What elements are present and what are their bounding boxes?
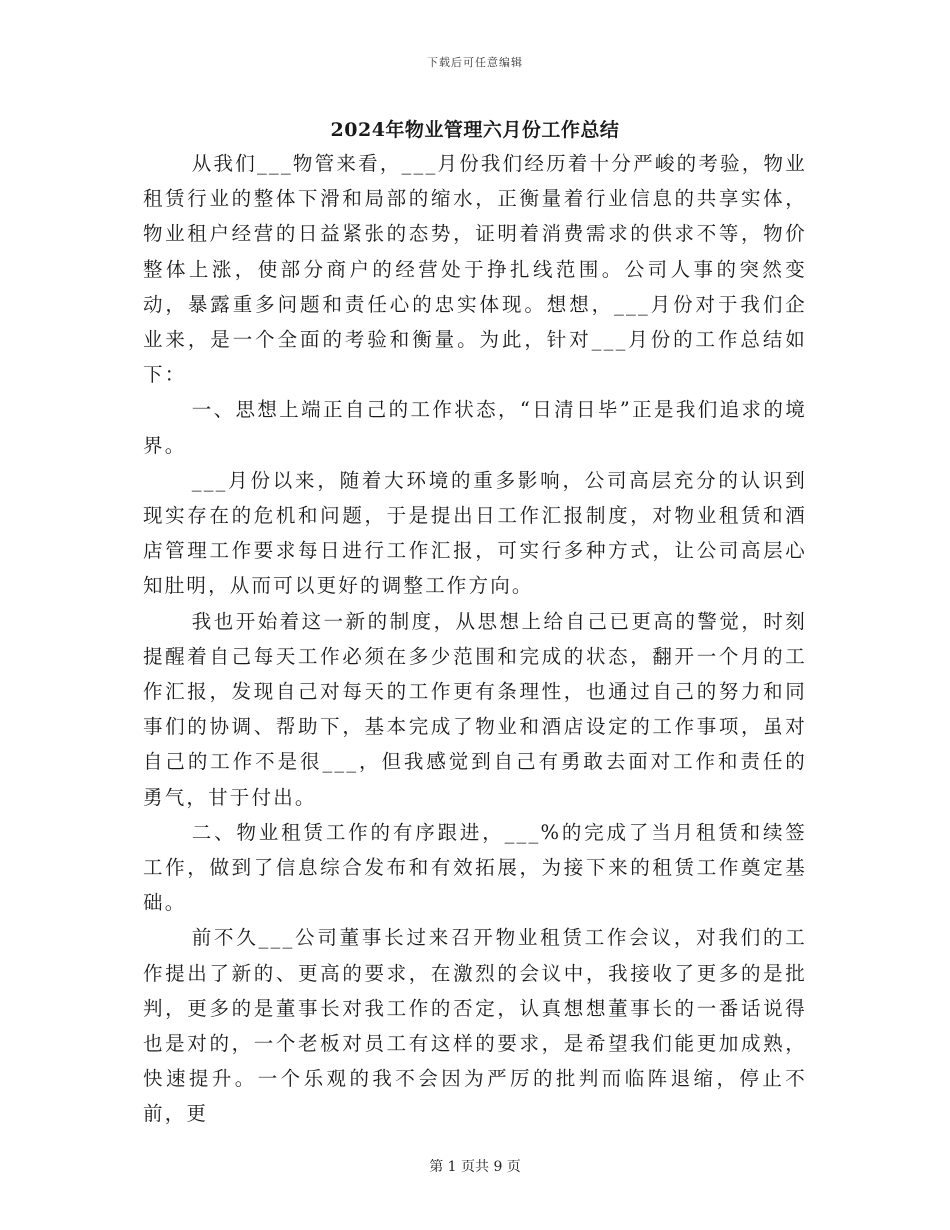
paragraph: 前不久___公司董事长过来召开物业租赁工作会议，对我们的工作提出了新的、更高的要求，在激烈的会议中，我接收了更多的是批判，更多的是董事长对我工作的否定，认真想想董事长的一番话说得也是对的，一个老板对员工有这样的要求，是希望我们能更加成熟，快速提升。一个乐观的我不会因为严厉的批判而临阵退缩，停止不前，更 (143, 926, 807, 1126)
document-title: 2024年物业管理六月份工作总结 (330, 119, 620, 141)
header-note: 下载后可任意编辑 (427, 56, 523, 69)
paragraph: 一、思想上端正自己的工作状态，“日清日毕”正是我们追求的境界。 (143, 398, 807, 457)
page-number: 第 1 页共 9 页 (429, 1159, 521, 1175)
paragraph: 二、物业租赁工作的有序跟进，___%的完成了当月租赁和续签工作，做到了信息综合发布和有效拓展，为接下来的租赁工作奠定基础。 (143, 820, 807, 915)
paragraph: 我也开始着这一新的制度，从思想上给自己已更高的警觉，时刻提醒着自己每天工作必须在多少范围和完成的状态，翻开一个月的工作汇报，发现自己对每天的工作更有条理性，也通过自己的努力和同事们的协调、帮助下，基本完成了物业和酒店设定的工作事项，虽对自己的工作不是很___，但我感觉到自己有勇敢去面对工作和责任的勇气，甘于付出。 (143, 609, 807, 809)
document-body (143, 146, 807, 1132)
paragraph: 从我们___物管来看，___月份我们经历着十分严峻的考验，物业租赁行业的整体下滑和局部的缩水，正衡量着行业信息的共享实体，物业租户经营的日益紧张的态势，证明着消费需求的供求不等，物价整体上涨，使部分商户的经营处于挣扎线范围。公司人事的突然变动，暴露重多问题和责任心的忠实体现。想想，___月份对于我们企业来，是一个全面的考验和衡量。为此，针对___月份的工作总结如下： (143, 152, 807, 387)
paragraph: ___月份以来，随着大环境的重多影响，公司高层充分的认识到现实存在的危机和问题，于是提出日工作汇报制度，对物业租赁和酒店管理工作要求每日进行工作汇报，可实行多种方式，让公司高层心知肚明，从而可以更好的调整工作方向。 (143, 468, 807, 598)
